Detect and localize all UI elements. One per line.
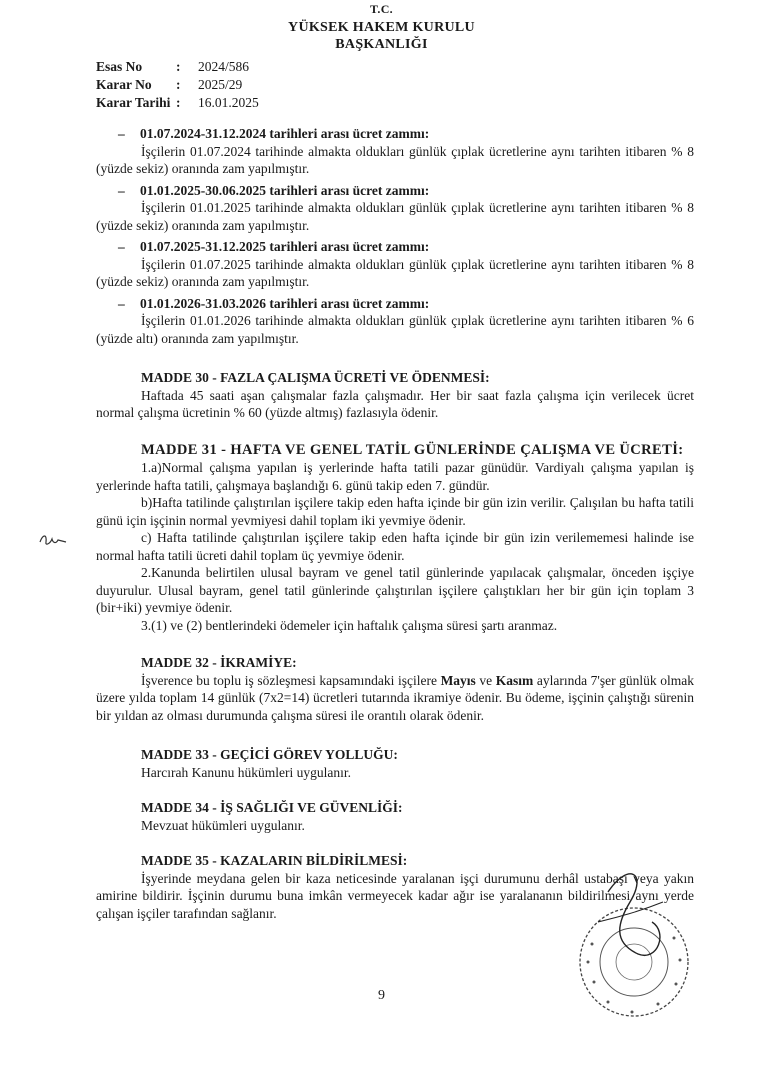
text-segment: aylarında 7'şer günlük olmak üzere yılda toplam 14 günlük (7x2=14) ücretleri tutarında ikramiye ödenir. Bu ödeme, işçinin çalıştığı sürenin bir yıldan az olması durumunda çalışma süresi ile orantılı olarak ödenir. — [96, 672, 695, 723]
article-title: MADDE 35 - KAZALARIN BİLDİRİLMESİ: — [141, 853, 408, 868]
article-paragraph: 1.a)Normal çalışma yapılan iş yerlerinde hafta tatili pazar günüdür. Vardiyalı çalışma yapılan iş yerlerinde hafta tatili, çalışmaya başlandığı 6. günü takip eden 7. gündür. — [96, 460, 694, 493]
article-title: MADDE 31 - HAFTA VE GENEL TATİL GÜNLERİNDE ÇALIŞMA VE ÜCRETİ: — [141, 441, 684, 458]
case-meta — [96, 58, 259, 112]
raise-item — [96, 238, 694, 291]
article-paragraph: b)Hafta tatilinde çalıştırılan işçilere takip eden hafta içinde bir gün izin verilir. Çalışılan bu hafta tatili günü için işçinin normal yevmiyesi dahil toplam iki yevmiye ödenir. — [96, 495, 694, 528]
meta-colon: : — [176, 77, 181, 92]
dash-bullet: – — [118, 295, 125, 311]
document-body — [96, 125, 694, 922]
meta-label: Karar No — [96, 77, 152, 92]
raise-heading — [96, 238, 694, 256]
raise-title: 01.01.2025-30.06.2025 tarihleri arası ücret zammı: — [140, 182, 430, 198]
article-title: MADDE 33 - GEÇİCİ GÖREV YOLLUĞU: — [141, 747, 398, 762]
article-title: MADDE 34 - İŞ SAĞLIĞI VE GÜVENLİĞİ: — [141, 800, 403, 815]
article-paragraph: 3.(1) ve (2) bentlerindeki ödemeler için haftalık çalışma süresi şartı aranmaz. — [141, 617, 558, 633]
article-paragraph: 2.Kanunda belirtilen ulusal bayram ve genel tatil günlerinde yapılacak çalışmalar, önceden işçiye duyurulur. Ulusal bayram, genel tatil günlerinde çalıştırılan işçilere çalıştıkları her bir gün için toplam 3 (bir+iki) yevmiye ödenir. — [96, 565, 694, 615]
text-segment: ve — [475, 672, 496, 688]
raise-item — [96, 182, 694, 235]
raise-title: 01.07.2025-31.12.2025 tarihleri arası ücret zammı: — [140, 239, 430, 254]
dash-bullet: – — [118, 239, 125, 254]
month-november: Kasım — [495, 672, 534, 688]
raise-text: İşçilerin 01.01.2025 tarihinde almakta oldukları günlük çıplak ücretlerine aynı tarihten itibaren % 8 (yüzde sekiz) oranında zam yapılmıştır. — [96, 200, 694, 233]
article-text: İşyerinde meydana gelen bir kaza neticesinde yaralanan işçi durumunu derhâl ustabaşı veya yakın amirine bildirir. İşçinin durumu buna imkân vermeyecek kadar ağır ise yaralananın bildirilmesi aynı yerde çalışan işçiler tarafından sağlanır. — [96, 870, 694, 921]
article-34 — [96, 799, 694, 834]
raise-item — [96, 125, 694, 178]
meta-row-esas — [96, 58, 259, 76]
raise-text: İşçilerin 01.07.2025 tarihinde almakta oldukları günlük çıplak ücretlerine aynı tarihten itibaren % 8 (yüzde sekiz) oranında zam yapılmıştır. — [96, 256, 694, 289]
meta-label: Esas No — [96, 59, 143, 74]
article-text: Mevzuat hükümleri uygulanır. — [141, 817, 305, 833]
dash-bullet: – — [118, 126, 125, 141]
meta-value: 2024/586 — [198, 59, 250, 74]
raise-text: İşçilerin 01.07.2024 tarihinde almakta oldukları günlük çıplak ücretlerine aynı tarihten itibaren % 8 (yüzde sekiz) oranında zam yapılmıştır. — [96, 143, 694, 176]
header-institution: YÜKSEK HAKEM KURULU — [288, 20, 475, 35]
article-text — [96, 672, 694, 725]
raise-item — [96, 295, 694, 348]
raise-text: İşçilerin 01.01.2026 tarihinde almakta oldukları günlük çıplak ücretlerine aynı tarihten itibaren % 6 (yüzde altı) oranında zam yapılmıştır. — [96, 313, 694, 346]
meta-value: 2025/29 — [198, 77, 243, 92]
official-seal-stamp-icon — [568, 862, 696, 1022]
header-presidency: BAŞKANLIĞI — [335, 37, 428, 52]
raise-heading — [96, 182, 694, 200]
meta-row-karar — [96, 76, 259, 94]
article-title: MADDE 30 - FAZLA ÇALIŞMA ÜCRETİ VE ÖDENMESİ: — [141, 370, 490, 385]
text-segment: İşverence bu toplu iş sözleşmesi kapsamındaki işçilere — [141, 672, 441, 688]
raise-title: 01.07.2024-31.12.2024 tarihleri arası ücret zammı: — [140, 126, 430, 141]
meta-colon: : — [176, 59, 181, 74]
article-title: MADDE 32 - İKRAMİYE: — [141, 655, 297, 670]
article-32 — [96, 654, 694, 724]
article-33 — [96, 746, 694, 781]
raise-heading — [96, 295, 694, 313]
meta-label: Karar Tarihi — [96, 95, 171, 110]
dash-bullet: – — [118, 182, 125, 198]
article-text: Haftada 45 saati aşan çalışmalar fazla çalışmadır. Her bir saat fazla çalışma için verilecek ücret normal çalışma ücretinin % 60 (yüzde altmış) fazlasıyla ödenir. — [96, 387, 694, 420]
handwritten-initial-icon — [38, 530, 68, 550]
article-text: Harcırah Kanunu hükümleri uygulanır. — [141, 764, 351, 780]
raise-heading — [96, 125, 694, 143]
meta-colon: : — [176, 95, 181, 110]
raise-title: 01.01.2026-31.03.2026 tarihleri arası ücret zammı: — [140, 295, 430, 311]
meta-value: 16.01.2025 — [198, 95, 259, 110]
article-paragraph: c) Hafta tatilinde çalıştırılan işçilere takip eden hafta içinde bir gün izin verilememesi halinde ise normal hafta tatili ücreti dahil toplam üç yevmiye ödenir. — [96, 530, 694, 563]
meta-row-tarih — [96, 94, 259, 112]
article-30 — [96, 369, 694, 422]
header-fragment: T.C. — [370, 2, 393, 16]
article-31 — [96, 442, 694, 635]
page-number: 9 — [378, 988, 385, 1003]
month-may: Mayıs — [440, 672, 476, 688]
